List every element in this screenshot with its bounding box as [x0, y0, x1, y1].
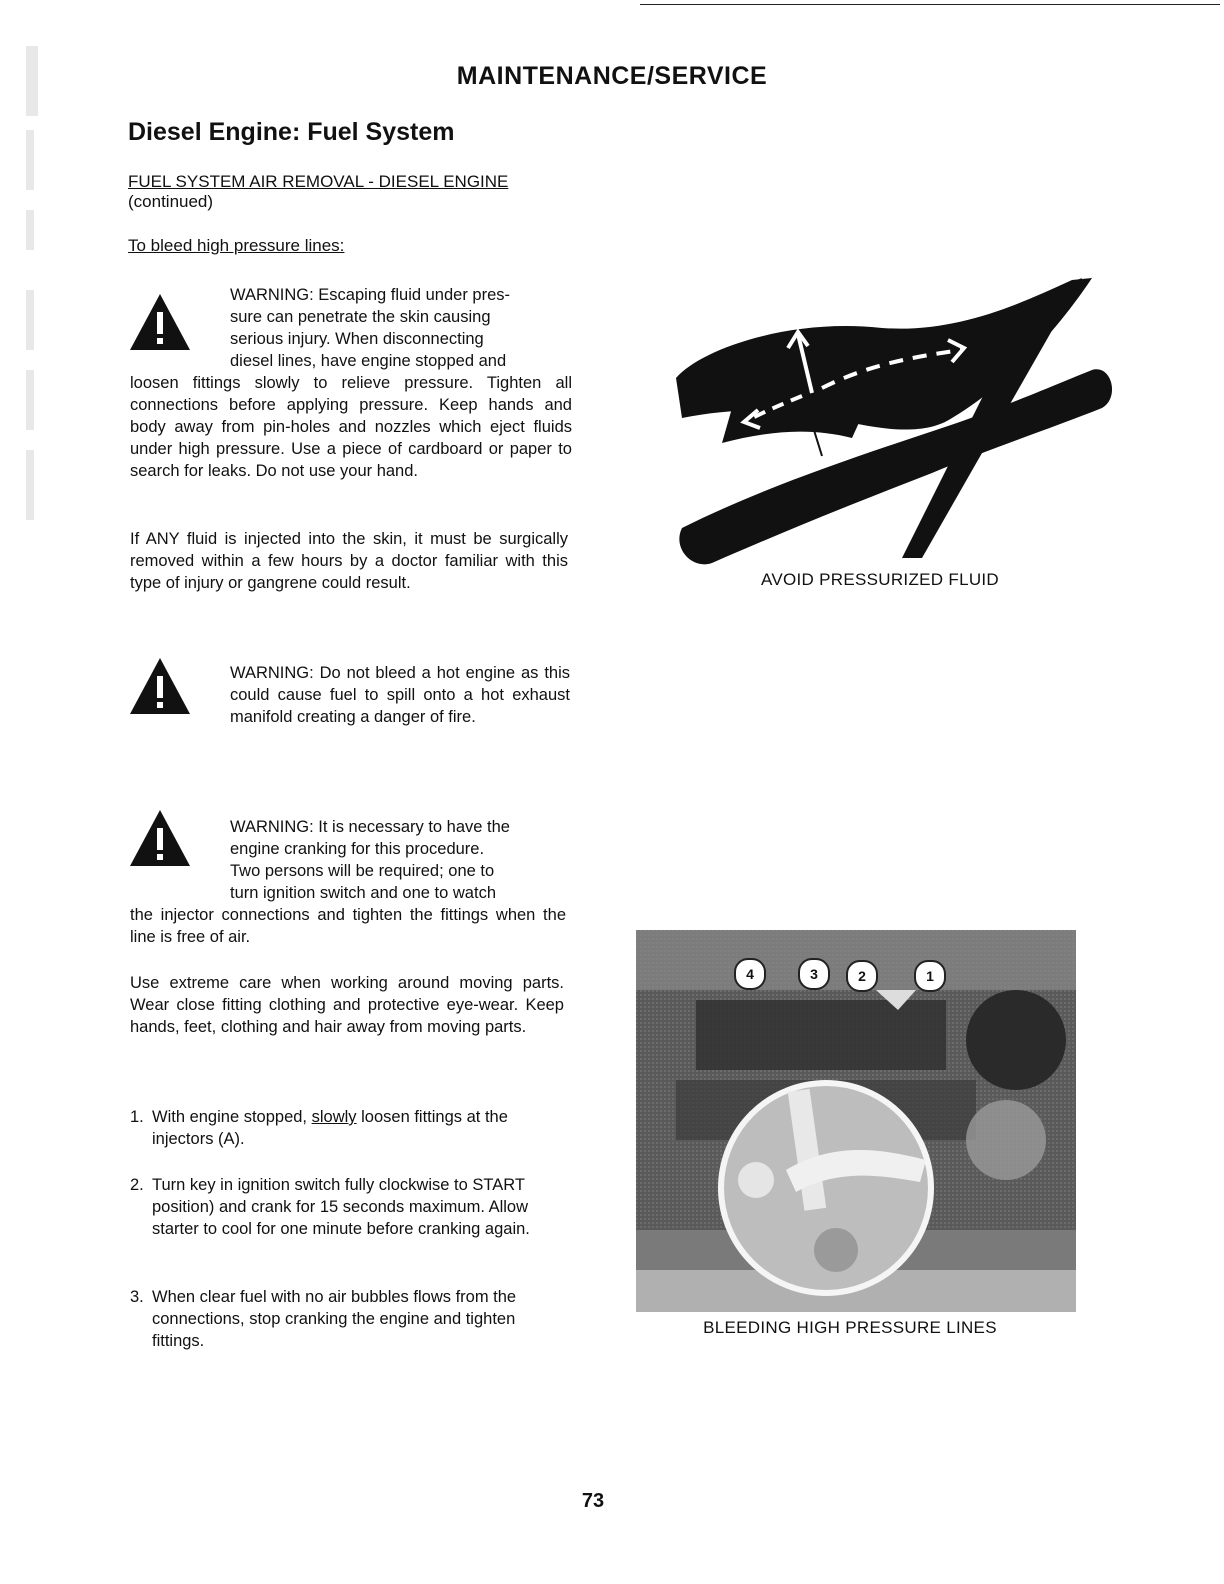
figure1-caption: AVOID PRESSURIZED FLUID: [760, 570, 999, 589]
step-text: Turn key in ignition switch fully clockwise to START position) and crank for 15 seconds maximum. Allow starter to cool for one minute before cranking again.: [152, 1176, 530, 1238]
subheading: [128, 172, 508, 212]
top-rule: [640, 4, 1220, 5]
warning-triangle-icon: [128, 656, 192, 716]
step-item: [130, 1106, 570, 1156]
warning1-indented: [230, 284, 572, 372]
section-title: Diesel Engine: Fuel System: [128, 118, 455, 146]
figure2-caption: BLEEDING HIGH PRESSURE LINES: [703, 1318, 997, 1337]
margin-scan-mark: [26, 130, 34, 190]
subheading-line2: (continued): [128, 192, 214, 211]
warning3-line: turn ignition switch and one to watch: [230, 884, 496, 902]
warning-triangle-icon: [128, 292, 192, 352]
warning1-line: diesel lines, have engine stopped and: [230, 352, 507, 370]
pressurized-fluid-illustration: [672, 278, 1120, 568]
margin-scan-mark: [26, 290, 34, 350]
warning3-line: engine cranking for this procedure.: [230, 840, 485, 858]
subheading-line1: FUEL SYSTEM AIR REMOVAL - DIESEL ENGINE: [128, 172, 509, 191]
callout-marker: 1: [914, 960, 946, 992]
warning1-line: serious injury. When disconnecting: [230, 330, 484, 348]
callout-marker: 4: [734, 958, 766, 990]
warning3-continuation: the injector connections and tighten the fittings when the line is free of air.: [130, 906, 566, 946]
warning3-indented: [230, 816, 566, 904]
step-text: [152, 1106, 568, 1150]
warning-triangle-icon: [128, 808, 192, 868]
injection-note: If ANY fluid is injected into the skin, it must be surgically removed within a few hours by a doctor familiar with this type of injury or gangrene could result.: [130, 530, 568, 592]
step-text-post: loosen fittings at the injectors (A).: [152, 1108, 508, 1148]
step-item: [130, 1286, 570, 1356]
callout-marker: 3: [798, 958, 830, 990]
warning3-line: WARNING: It is necessary to have the: [230, 818, 510, 836]
warning1-continuation: loosen fittings slowly to relieve pressure. Tighten all connections before applying pressure. Keep hands and body away from pin-holes and nozzles which eject fluids under high pressure. Use a piece of cardboard or paper to search for leaks. Do not use your hand.: [130, 374, 572, 480]
margin-scan-mark: [26, 370, 34, 430]
step-text-emphasis: slowly: [311, 1108, 357, 1126]
care-note: Use extreme care when working around moving parts. Wear close fitting clothing and protective eye-wear. Keep hands, feet, clothing and hair away from moving parts.: [130, 974, 564, 1036]
step-number: 3.: [130, 1288, 144, 1306]
margin-scan-mark: [26, 450, 34, 520]
bleed-heading: To bleed high pressure lines:: [128, 236, 345, 255]
step-number: 2.: [130, 1176, 144, 1194]
margin-scan-mark: [26, 210, 34, 250]
warning1-line: WARNING: Escaping fluid under pres-: [230, 286, 510, 304]
warning1-line: sure can penetrate the skin causing: [230, 308, 491, 326]
warning3-line: Two persons will be required; one to: [230, 862, 495, 880]
page-header-title: MAINTENANCE/SERVICE: [456, 62, 768, 90]
step-text: When clear fuel with no air bubbles flows from the connections, stop cranking the engine and tighten fittings.: [152, 1288, 517, 1350]
callout-marker: 2: [846, 960, 878, 992]
step-item: [130, 1174, 570, 1264]
step-text-pre: With engine stopped,: [152, 1108, 312, 1126]
warning2-text: WARNING: Do not bleed a hot engine as this could cause fuel to spill onto a hot exhaust manifold creating a danger of fire.: [230, 664, 570, 726]
step-number: 1.: [130, 1108, 144, 1126]
page-number: 73: [581, 1490, 605, 1512]
